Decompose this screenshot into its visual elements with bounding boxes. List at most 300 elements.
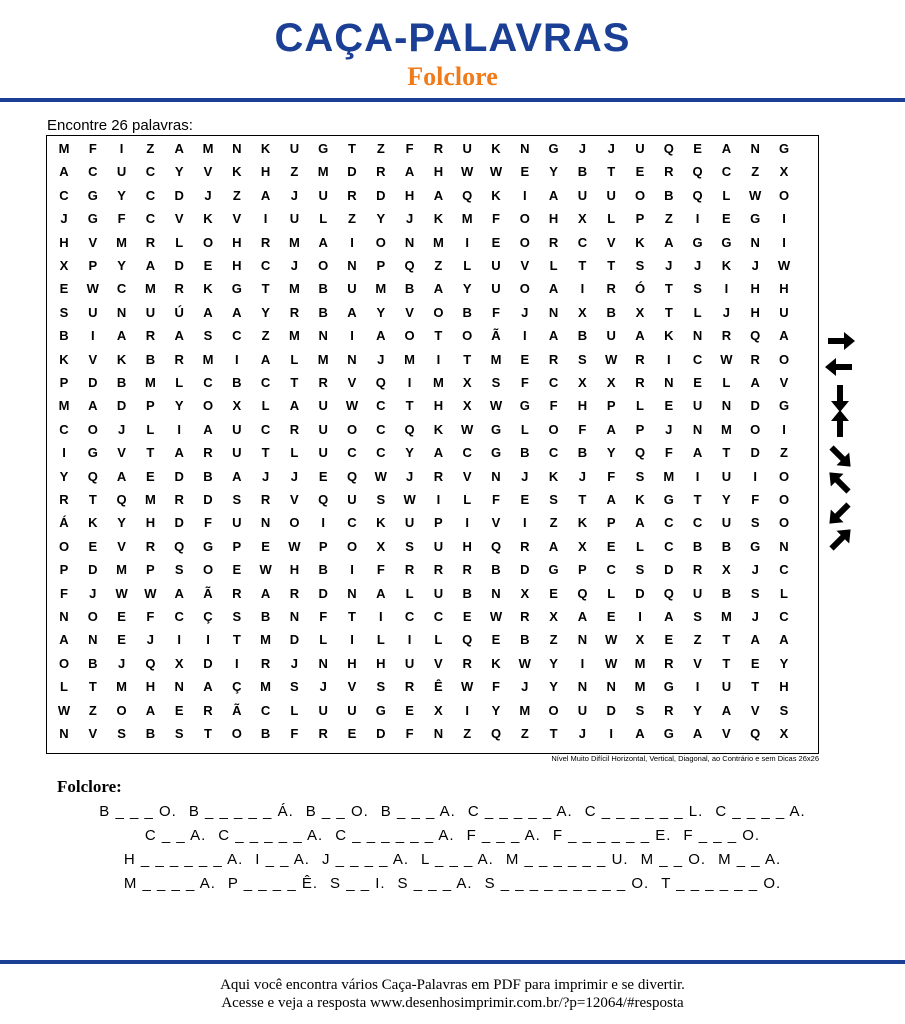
grid-letter[interactable]: F — [578, 421, 587, 437]
grid-letter[interactable]: P — [606, 398, 616, 414]
grid-letter[interactable]: N — [232, 141, 242, 156]
grid-letter[interactable]: N — [606, 679, 616, 695]
grid-letter[interactable]: Y — [722, 492, 731, 507]
grid-letter[interactable]: P — [59, 375, 69, 390]
grid-letter[interactable]: M — [720, 609, 732, 624]
grid-letter[interactable]: E — [520, 351, 530, 367]
grid-letter[interactable]: R — [635, 351, 645, 367]
grid-letter[interactable]: W — [489, 164, 503, 180]
grid-letter[interactable]: X — [462, 398, 472, 414]
grid-letter[interactable]: R — [433, 562, 444, 578]
grid-letter[interactable]: A — [548, 328, 559, 344]
grid-letter[interactable]: V — [88, 726, 98, 741]
grid-letter[interactable]: B — [232, 375, 242, 390]
grid-letter[interactable]: V — [606, 234, 616, 250]
grid-letter[interactable]: A — [260, 187, 271, 203]
grid-letter[interactable]: W — [489, 398, 503, 414]
grid-letter[interactable]: W — [489, 609, 503, 624]
grid-letter[interactable]: L — [319, 211, 328, 227]
grid-letter[interactable]: V — [290, 492, 299, 507]
grid-letter[interactable]: D — [174, 515, 184, 531]
grid-letter[interactable]: D — [289, 632, 300, 648]
grid-letter[interactable]: O — [519, 211, 530, 227]
grid-letter[interactable]: Z — [549, 515, 558, 531]
grid-letter[interactable]: C — [260, 702, 271, 718]
grid-letter[interactable]: R — [145, 234, 156, 250]
grid-letter[interactable]: C — [376, 398, 386, 414]
grid-letter[interactable]: I — [119, 141, 124, 156]
grid-letter[interactable]: O — [778, 468, 790, 484]
grid-letter[interactable]: X — [635, 632, 645, 648]
grid-letter[interactable]: H — [404, 187, 415, 203]
grid-letter[interactable]: O — [404, 328, 415, 344]
grid-letter[interactable]: N — [491, 585, 501, 601]
grid-letter[interactable]: M — [116, 234, 128, 250]
grid-letter[interactable]: I — [177, 632, 181, 648]
grid-letter[interactable]: L — [376, 632, 385, 648]
grid-letter[interactable]: M — [288, 281, 300, 297]
grid-letter[interactable]: E — [664, 632, 674, 648]
grid-letter[interactable]: S — [117, 726, 126, 741]
grid-letter[interactable]: L — [607, 585, 616, 601]
grid-letter[interactable]: Y — [117, 258, 126, 273]
grid-letter[interactable]: C — [433, 609, 444, 624]
grid-letter[interactable]: V — [174, 211, 184, 227]
grid-letter[interactable]: J — [117, 421, 126, 437]
grid-letter[interactable]: N — [692, 328, 703, 344]
grid-letter[interactable]: U — [721, 468, 732, 484]
grid-letter[interactable]: O — [318, 258, 329, 273]
grid-letter[interactable]: I — [724, 281, 729, 297]
grid-letter[interactable]: I — [436, 492, 441, 507]
grid-letter[interactable]: L — [636, 538, 644, 554]
grid-letter[interactable]: I — [436, 351, 441, 367]
grid-letter[interactable]: G — [778, 141, 790, 156]
grid-letter[interactable]: O — [548, 421, 559, 437]
grid-letter[interactable]: U — [347, 492, 357, 507]
grid-letter[interactable]: H — [145, 515, 156, 531]
grid-letter[interactable]: U — [232, 421, 242, 437]
grid-letter[interactable]: B — [491, 562, 501, 578]
grid-letter[interactable]: X — [434, 702, 443, 718]
grid-letter[interactable]: J — [60, 211, 68, 227]
grid-letter[interactable]: O — [778, 515, 790, 531]
grid-letter[interactable]: Z — [520, 726, 529, 741]
grid-letter[interactable]: N — [260, 515, 271, 531]
grid-letter[interactable]: X — [549, 609, 558, 624]
grid-letter[interactable]: C — [116, 281, 127, 297]
grid-letter[interactable]: M — [461, 211, 473, 227]
grid-letter[interactable]: L — [780, 585, 788, 601]
grid-letter[interactable]: O — [346, 421, 358, 437]
grid-letter[interactable]: I — [263, 211, 268, 227]
grid-letter[interactable]: E — [491, 632, 501, 648]
grid-letter[interactable]: R — [59, 492, 69, 507]
grid-letter[interactable]: B — [577, 328, 588, 344]
grid-letter[interactable]: W — [605, 632, 618, 648]
grid-letter[interactable]: Ã — [203, 585, 213, 601]
grid-letter[interactable]: B — [88, 655, 98, 671]
grid-letter[interactable]: U — [318, 445, 328, 461]
grid-letter[interactable]: E — [722, 211, 731, 227]
grid-letter[interactable]: A — [692, 726, 703, 741]
grid-letter[interactable]: S — [174, 726, 184, 741]
grid-letter[interactable]: P — [146, 562, 155, 578]
grid-letter[interactable]: S — [750, 585, 760, 601]
grid-letter[interactable]: D — [664, 562, 674, 578]
grid-letter[interactable]: R — [692, 562, 703, 578]
grid-letter[interactable]: B — [260, 609, 271, 624]
grid-letter[interactable]: I — [580, 281, 585, 297]
grid-letter[interactable]: T — [146, 445, 155, 461]
grid-letter[interactable]: V — [779, 375, 789, 390]
grid-letter[interactable]: I — [782, 421, 786, 437]
grid-letter[interactable]: C — [462, 445, 472, 461]
grid-letter[interactable]: J — [751, 609, 759, 624]
grid-letter[interactable]: Q — [404, 421, 415, 437]
grid-letter[interactable]: E — [405, 702, 414, 718]
grid-letter[interactable]: S — [174, 562, 184, 578]
grid-letter[interactable]: I — [234, 655, 239, 671]
grid-letter[interactable]: T — [607, 164, 616, 180]
grid-letter[interactable]: S — [491, 375, 501, 390]
grid-letter[interactable]: C — [203, 375, 213, 390]
grid-letter[interactable]: I — [465, 702, 469, 718]
grid-letter[interactable]: X — [578, 211, 587, 227]
grid-letter[interactable]: U — [606, 187, 616, 203]
grid-letter[interactable]: O — [375, 234, 386, 250]
grid-letter[interactable]: U — [577, 187, 588, 203]
grid-letter[interactable]: R — [548, 351, 559, 367]
grid-letter[interactable]: D — [116, 398, 127, 414]
grid-letter[interactable]: C — [606, 562, 616, 578]
grid-letter[interactable]: K — [260, 141, 271, 156]
grid-letter[interactable]: L — [463, 492, 472, 507]
grid-letter[interactable]: T — [261, 445, 270, 461]
grid-letter[interactable]: V — [88, 351, 98, 367]
grid-letter[interactable]: A — [174, 445, 184, 461]
grid-letter[interactable]: Q — [145, 655, 156, 671]
grid-letter[interactable]: G — [231, 281, 242, 297]
grid-letter[interactable]: H — [232, 234, 242, 250]
grid-letter[interactable]: P — [578, 562, 587, 578]
grid-letter[interactable]: S — [750, 515, 760, 531]
grid-letter[interactable]: K — [376, 515, 386, 531]
grid-letter[interactable]: Ã — [491, 328, 501, 344]
grid-letter[interactable]: L — [146, 421, 155, 437]
grid-letter[interactable]: B — [520, 445, 530, 461]
grid-letter[interactable]: R — [635, 375, 645, 390]
grid-letter[interactable]: S — [405, 538, 414, 554]
grid-letter[interactable]: L — [434, 632, 443, 648]
grid-letter[interactable]: F — [146, 609, 155, 624]
grid-letter[interactable]: Á — [59, 515, 69, 531]
grid-letter[interactable]: J — [319, 679, 327, 695]
grid-letter[interactable]: I — [695, 211, 700, 227]
grid-letter[interactable]: N — [548, 304, 559, 320]
grid-letter[interactable]: U — [116, 164, 127, 180]
grid-letter[interactable]: R — [606, 281, 616, 297]
grid-letter[interactable]: E — [318, 468, 328, 484]
grid-letter[interactable]: T — [204, 726, 212, 741]
grid-letter[interactable]: J — [290, 468, 298, 484]
grid-letter[interactable]: X — [779, 726, 789, 741]
grid-letter[interactable]: I — [666, 351, 671, 367]
grid-letter[interactable]: T — [607, 258, 616, 273]
grid-letter[interactable]: S — [290, 679, 299, 695]
grid-letter[interactable]: C — [548, 445, 559, 461]
grid-letter[interactable]: I — [407, 632, 412, 648]
grid-letter[interactable]: J — [607, 141, 615, 156]
grid-letter[interactable]: R — [260, 234, 271, 250]
grid-letter[interactable]: O — [202, 234, 214, 250]
grid-letter[interactable]: L — [60, 679, 68, 695]
grid-letter[interactable]: Q — [663, 585, 674, 601]
grid-letter[interactable]: R — [289, 585, 300, 601]
grid-letter[interactable]: N — [433, 726, 444, 741]
grid-letter[interactable]: A — [174, 141, 184, 156]
grid-letter[interactable]: C — [548, 375, 559, 390]
grid-letter[interactable]: O — [778, 351, 790, 367]
grid-letter[interactable]: V — [434, 655, 443, 671]
grid-letter[interactable]: A — [59, 164, 69, 180]
grid-letter[interactable]: Q — [116, 492, 127, 507]
grid-letter[interactable]: Q — [577, 585, 588, 601]
grid-letter[interactable]: A — [750, 375, 760, 390]
grid-letter[interactable]: B — [692, 538, 703, 554]
grid-letter[interactable]: Z — [376, 141, 385, 156]
grid-letter[interactable]: N — [721, 398, 732, 414]
grid-letter[interactable]: Q — [346, 468, 358, 484]
grid-letter[interactable]: Y — [779, 655, 789, 671]
grid-letter[interactable]: Z — [348, 211, 356, 227]
grid-letter[interactable]: W — [461, 679, 474, 695]
grid-letter[interactable]: O — [202, 398, 214, 414]
grid-letter[interactable]: K — [491, 187, 501, 203]
grid-letter[interactable]: Z — [290, 164, 299, 180]
grid-letter[interactable]: F — [520, 375, 529, 390]
grid-letter[interactable]: O — [346, 538, 358, 554]
grid-letter[interactable]: L — [722, 375, 731, 390]
grid-letter[interactable]: M — [144, 375, 156, 390]
grid-letter[interactable]: U — [692, 398, 703, 414]
grid-letter[interactable]: D — [520, 562, 530, 578]
grid-letter[interactable]: J — [521, 468, 529, 484]
grid-letter[interactable]: Q — [692, 164, 703, 180]
grid-letter[interactable]: R — [203, 702, 213, 718]
grid-letter[interactable]: E — [117, 609, 126, 624]
grid-letter[interactable]: T — [290, 375, 299, 390]
grid-letter[interactable]: U — [88, 304, 98, 320]
grid-letter[interactable]: T — [232, 632, 241, 648]
grid-letter[interactable]: T — [751, 679, 760, 695]
grid-letter[interactable]: I — [350, 328, 354, 344]
grid-letter[interactable]: L — [636, 398, 644, 414]
grid-letter[interactable]: Z — [434, 258, 443, 273]
grid-letter[interactable]: W — [720, 351, 733, 367]
grid-letter[interactable]: G — [490, 421, 502, 437]
grid-letter[interactable]: K — [203, 281, 213, 297]
grid-letter[interactable]: X — [174, 655, 184, 671]
grid-letter[interactable]: L — [175, 234, 184, 250]
grid-letter[interactable]: H — [433, 398, 444, 414]
grid-letter[interactable]: B — [462, 304, 472, 320]
grid-letter[interactable]: Z — [751, 164, 760, 180]
grid-letter[interactable]: B — [606, 304, 616, 320]
grid-letter[interactable]: D — [174, 258, 184, 273]
grid-letter[interactable]: B — [145, 726, 156, 741]
grid-letter[interactable]: E — [59, 281, 69, 297]
grid-letter[interactable]: E — [549, 585, 558, 601]
grid-letter[interactable]: K — [721, 258, 732, 273]
grid-letter[interactable]: F — [549, 398, 558, 414]
grid-letter[interactable]: M — [260, 632, 272, 648]
grid-letter[interactable]: R — [318, 726, 328, 741]
grid-letter[interactable]: J — [117, 655, 126, 671]
grid-letter[interactable]: N — [404, 234, 415, 250]
grid-letter[interactable]: O — [519, 281, 530, 297]
grid-letter[interactable]: N — [347, 258, 357, 273]
grid-letter[interactable]: Y — [376, 211, 386, 227]
grid-letter[interactable]: G — [202, 538, 214, 554]
grid-letter[interactable]: O — [750, 421, 761, 437]
grid-letter[interactable]: R — [289, 304, 300, 320]
grid-letter[interactable]: Z — [549, 632, 558, 648]
grid-letter[interactable]: B — [145, 351, 156, 367]
grid-letter[interactable]: A — [577, 609, 588, 624]
grid-letter[interactable]: C — [145, 187, 156, 203]
grid-letter[interactable]: I — [378, 609, 383, 624]
grid-letter[interactable]: A — [116, 468, 127, 484]
grid-letter[interactable]: C — [260, 421, 271, 437]
grid-letter[interactable]: P — [318, 538, 328, 554]
grid-letter[interactable]: A — [376, 585, 386, 601]
grid-letter[interactable]: P — [635, 421, 645, 437]
grid-letter[interactable]: R — [260, 655, 271, 671]
grid-letter[interactable]: V — [232, 211, 242, 227]
grid-letter[interactable]: M — [519, 702, 531, 718]
grid-letter[interactable]: C — [779, 609, 789, 624]
grid-letter[interactable]: E — [117, 632, 126, 648]
grid-letter[interactable]: W — [259, 562, 272, 578]
grid-letter[interactable]: G — [519, 398, 530, 414]
grid-letter[interactable]: F — [492, 304, 500, 320]
grid-letter[interactable]: O — [548, 702, 559, 718]
grid-letter[interactable]: W — [461, 164, 474, 180]
grid-letter[interactable]: H — [59, 234, 69, 250]
grid-letter[interactable]: L — [290, 351, 299, 367]
grid-letter[interactable]: R — [203, 445, 213, 461]
grid-letter[interactable]: C — [779, 562, 789, 578]
grid-letter[interactable]: X — [578, 304, 587, 320]
grid-letter[interactable]: I — [522, 187, 527, 203]
grid-letter[interactable]: T — [348, 609, 356, 624]
grid-letter[interactable]: C — [59, 421, 69, 437]
grid-letter[interactable]: J — [290, 187, 298, 203]
grid-letter[interactable]: C — [174, 609, 184, 624]
grid-letter[interactable]: H — [548, 211, 559, 227]
grid-letter[interactable]: B — [462, 585, 472, 601]
grid-letter[interactable]: M — [288, 328, 300, 344]
grid-letter[interactable]: H — [462, 538, 472, 554]
grid-letter[interactable]: A — [260, 585, 271, 601]
grid-letter[interactable]: H — [750, 304, 760, 320]
grid-letter[interactable]: F — [376, 562, 385, 578]
grid-letter[interactable]: P — [59, 562, 69, 578]
grid-letter[interactable]: U — [145, 304, 156, 320]
grid-letter[interactable]: I — [177, 421, 181, 437]
grid-letter[interactable]: U — [433, 585, 444, 601]
grid-letter[interactable]: R — [376, 164, 386, 180]
grid-letter[interactable]: H — [289, 562, 300, 578]
grid-letter[interactable]: F — [290, 726, 299, 741]
grid-letter[interactable]: H — [347, 655, 357, 671]
grid-letter[interactable]: V — [117, 538, 126, 554]
grid-letter[interactable]: W — [374, 468, 387, 484]
grid-letter[interactable]: Q — [462, 632, 473, 648]
grid-letter[interactable]: Z — [780, 445, 788, 461]
grid-letter[interactable]: M — [432, 234, 444, 250]
grid-letter[interactable]: X — [635, 304, 645, 320]
grid-letter[interactable]: T — [664, 304, 673, 320]
grid-letter[interactable]: R — [174, 351, 184, 367]
grid-letter[interactable]: L — [722, 187, 731, 203]
grid-letter[interactable]: M — [58, 141, 70, 156]
grid-letter[interactable]: C — [376, 445, 386, 461]
grid-letter[interactable]: U — [491, 281, 501, 297]
grid-letter[interactable]: Y — [491, 702, 501, 718]
grid-letter[interactable]: A — [721, 702, 732, 718]
grid-letter[interactable]: M — [116, 562, 128, 578]
grid-letter[interactable]: C — [347, 445, 357, 461]
grid-letter[interactable]: T — [463, 351, 472, 367]
grid-letter[interactable]: B — [203, 468, 213, 484]
grid-letter[interactable]: U — [318, 421, 328, 437]
grid-letter[interactable]: E — [146, 468, 155, 484]
grid-letter[interactable]: O — [202, 562, 214, 578]
grid-letter[interactable]: I — [580, 655, 585, 671]
grid-letter[interactable]: R — [433, 141, 444, 156]
grid-letter[interactable]: T — [405, 398, 414, 414]
grid-letter[interactable]: S — [203, 328, 213, 344]
grid-letter[interactable]: V — [520, 258, 530, 273]
grid-letter[interactable]: I — [407, 375, 412, 390]
grid-letter[interactable]: A — [548, 538, 559, 554]
grid-letter[interactable]: F — [607, 468, 616, 484]
grid-letter[interactable]: R — [318, 375, 328, 390]
grid-letter[interactable]: G — [318, 141, 329, 156]
grid-letter[interactable]: B — [404, 281, 415, 297]
grid-letter[interactable]: R — [174, 492, 184, 507]
grid-letter[interactable]: Q — [663, 141, 674, 156]
grid-letter[interactable]: C — [577, 234, 588, 250]
grid-letter[interactable]: E — [203, 258, 213, 273]
grid-letter[interactable]: E — [520, 164, 530, 180]
grid-letter[interactable]: E — [606, 538, 616, 554]
grid-letter[interactable]: R — [404, 562, 415, 578]
grid-letter[interactable]: P — [434, 515, 443, 531]
grid-letter[interactable]: T — [722, 445, 731, 461]
grid-letter[interactable]: A — [145, 258, 156, 273]
grid-letter[interactable]: A — [174, 328, 184, 344]
grid-letter[interactable]: R — [548, 234, 559, 250]
grid-letter[interactable]: K — [232, 164, 242, 180]
grid-letter[interactable]: E — [232, 562, 242, 578]
grid-letter[interactable]: R — [145, 538, 156, 554]
grid-letter[interactable]: D — [376, 726, 386, 741]
grid-letter[interactable]: V — [405, 304, 414, 320]
grid-letter[interactable]: G — [663, 679, 674, 695]
